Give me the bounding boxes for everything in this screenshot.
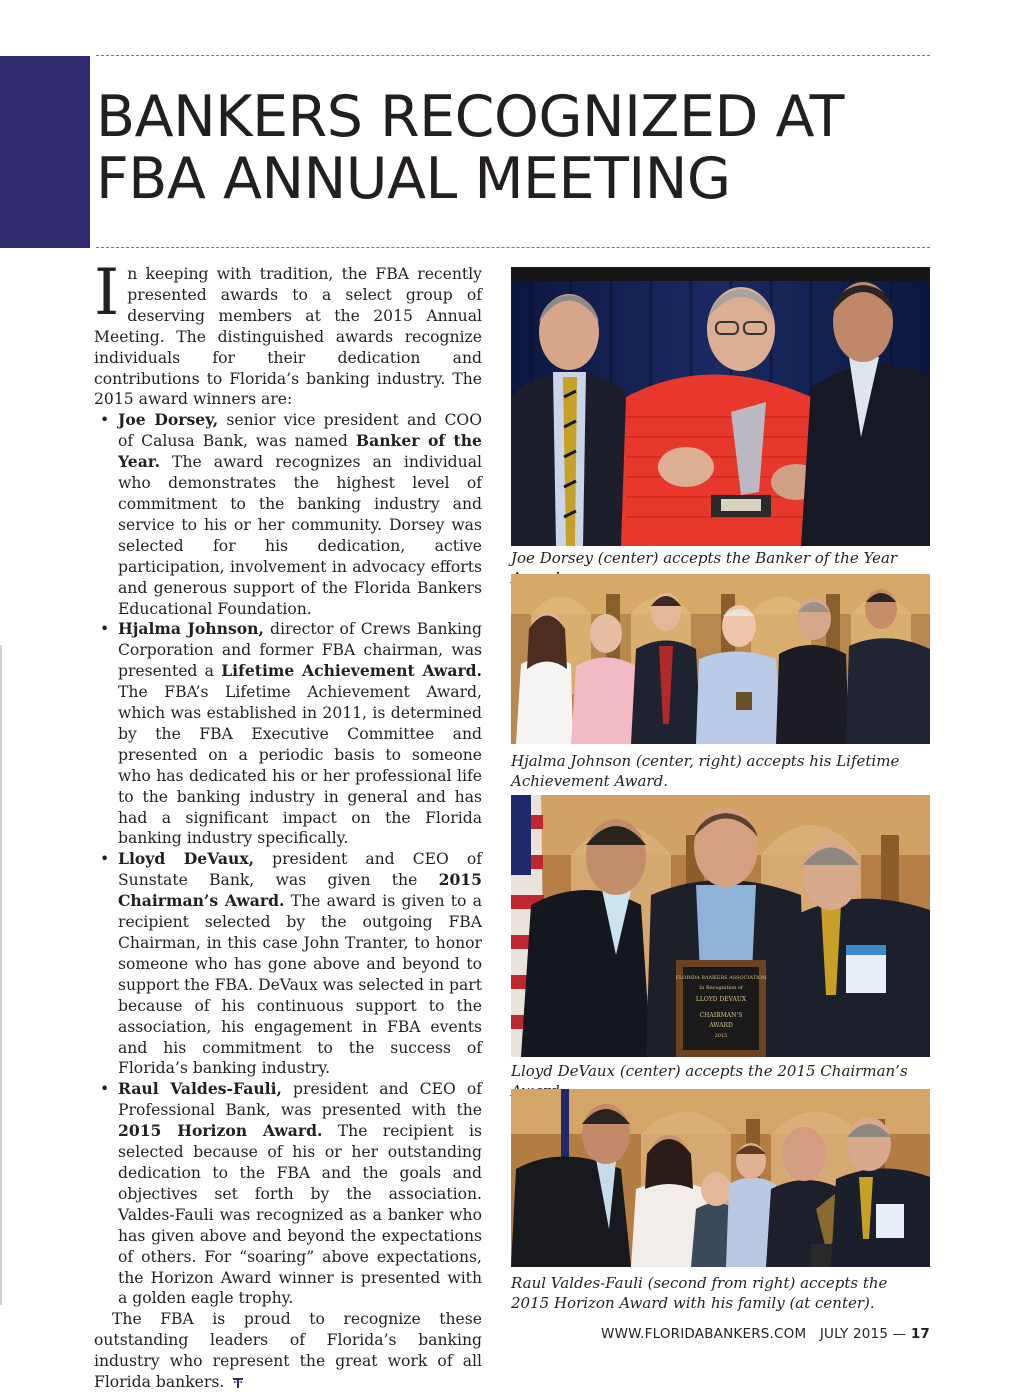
article-body: [94, 256, 482, 1393]
caption-dorsey: Joe Dorsey (center) accepts the Banker of the Year: [511, 549, 898, 567]
plaque-text: FLORIDA BANKERS ASSOCIATION: [675, 975, 767, 981]
award-text: The award recognizes an individual who demonstrates the highest level of commitment to the banking industry and service to his or her community. Dorsey was selected for his dedication, active participation, involvement in advocacy efforts and generous support of the Florida Bankers Educational Foundation.: [118, 453, 482, 618]
page-number: 17: [910, 1326, 930, 1342]
caption-devaux: Lloyd DeVaux (center) accepts the 2015 Chairman’s: [511, 1062, 908, 1080]
award-text: senior vice president and COO of Calusa Bank, was named: [118, 411, 482, 451]
section-accent-bar: [0, 56, 90, 248]
photo-valdes-fauli: [511, 1089, 930, 1267]
caption-valdes-fauli: Raul Valdes-Fauli (second from right) accepts the 2015 Horizon Award with his family (at center).: [511, 1274, 888, 1312]
awardee-name: Joe Dorsey,: [118, 410, 219, 430]
footer-site: WWW.FLORIDABANKERS.COM: [601, 1326, 807, 1342]
plaque-text: LLOYD DEVAUX: [695, 996, 747, 1003]
award-title: 2015 Chairman’s Award.: [118, 870, 482, 911]
awardee-name: Raul Valdes-Fauli,: [118, 1079, 282, 1099]
bottom-dashed-rule: [96, 247, 930, 248]
fba-logo-icon: [232, 1377, 244, 1389]
award-title: 2015 Horizon Award.: [118, 1121, 323, 1141]
award-text: The recipient is selected because of his or her outstanding dedication to the FBA and the goals and objectives set forth by the association. Valdes-Fauli was recognized as a banker who has given above and beyond the expectations of others. For “soaring” above expectations, the Horizon Award winner is presented with a golden eagle trophy.: [118, 1122, 482, 1308]
award-list: [94, 410, 482, 1309]
awardee-name: Lloyd DeVaux,: [118, 849, 255, 869]
plaque-text: CHAIRMAN’S: [699, 1012, 743, 1019]
award-text: president and CEO of Sunstate Bank, was given the: [118, 850, 482, 890]
award-item-dorsey: [94, 410, 482, 619]
plaque-text: In Recognition of: [699, 985, 743, 991]
bullet-icon: •: [100, 620, 110, 639]
drop-cap: I: [94, 256, 120, 330]
award-item-johnson: [94, 619, 482, 849]
top-dashed-rule: [96, 55, 930, 56]
article-headline: [96, 86, 936, 210]
award-item-devaux: [94, 849, 482, 1079]
closing-paragraph: [94, 1309, 482, 1393]
photo-johnson: [511, 574, 930, 744]
headline-line-2: FBA ANNUAL MEETING: [96, 146, 731, 212]
photo-devaux: [511, 795, 930, 1057]
page-footer: [601, 1326, 930, 1342]
bullet-icon: •: [100, 411, 110, 430]
intro-paragraph: [94, 256, 482, 410]
award-text: The FBA’s Lifetime Achievement Award, which was established in 2011, is determined by the FBA Executive Committee and presented on a periodic basis to someone who has dedicated his or her professional life to the banking industry in general and has had a significant impact on the Florida banking industry specifically.: [118, 683, 482, 848]
footer-issue: JULY 2015 —: [819, 1326, 907, 1342]
award-title: Banker of the Year.: [118, 431, 482, 472]
award-item-valdes-fauli: [94, 1079, 482, 1309]
caption-johnson: Hjalma Johnson (center, right) accepts his Lifetime Achievement Award.: [511, 752, 900, 790]
award-title: Lifetime Achievement Award.: [221, 661, 482, 681]
bullet-icon: •: [100, 850, 110, 869]
award-text: president and CEO of Professional Bank, was presented with the: [118, 1080, 482, 1120]
page-edge-rule: [0, 645, 2, 1305]
plaque-text: AWARD: [709, 1022, 733, 1029]
awardee-name: Hjalma Johnson,: [118, 619, 264, 639]
award-text: The award is given to a recipient selected by the outgoing FBA Chairman, in this case John Tranter, to honor someone who has gone above and beyond to support the FBA. DeVaux was selected in part because of his continuous support to the association, his engagement in FBA events and his commitment to the success of Florida’s banking industry.: [118, 892, 482, 1078]
headline-line-1: BANKERS RECOGNIZED AT: [96, 84, 844, 150]
award-text: director of Crews Banking Corporation and former FBA chairman, was presented a: [118, 620, 482, 681]
intro-text: n keeping with tradition, the FBA recently presented awards to a select group of deserving members at the 2015 Annual Meeting. The distinguished awards recognize individuals for their dedication and contributions to Florida’s banking industry. The 2015 award winners are:: [94, 265, 482, 409]
closing-text: The FBA is proud to recognize these outstanding leaders of Florida’s banking industry who represent the great work of all Florida bankers.: [94, 1310, 482, 1392]
bullet-icon: •: [100, 1080, 110, 1099]
photo-dorsey: [511, 267, 930, 546]
plaque-text: 2015: [714, 1033, 728, 1039]
